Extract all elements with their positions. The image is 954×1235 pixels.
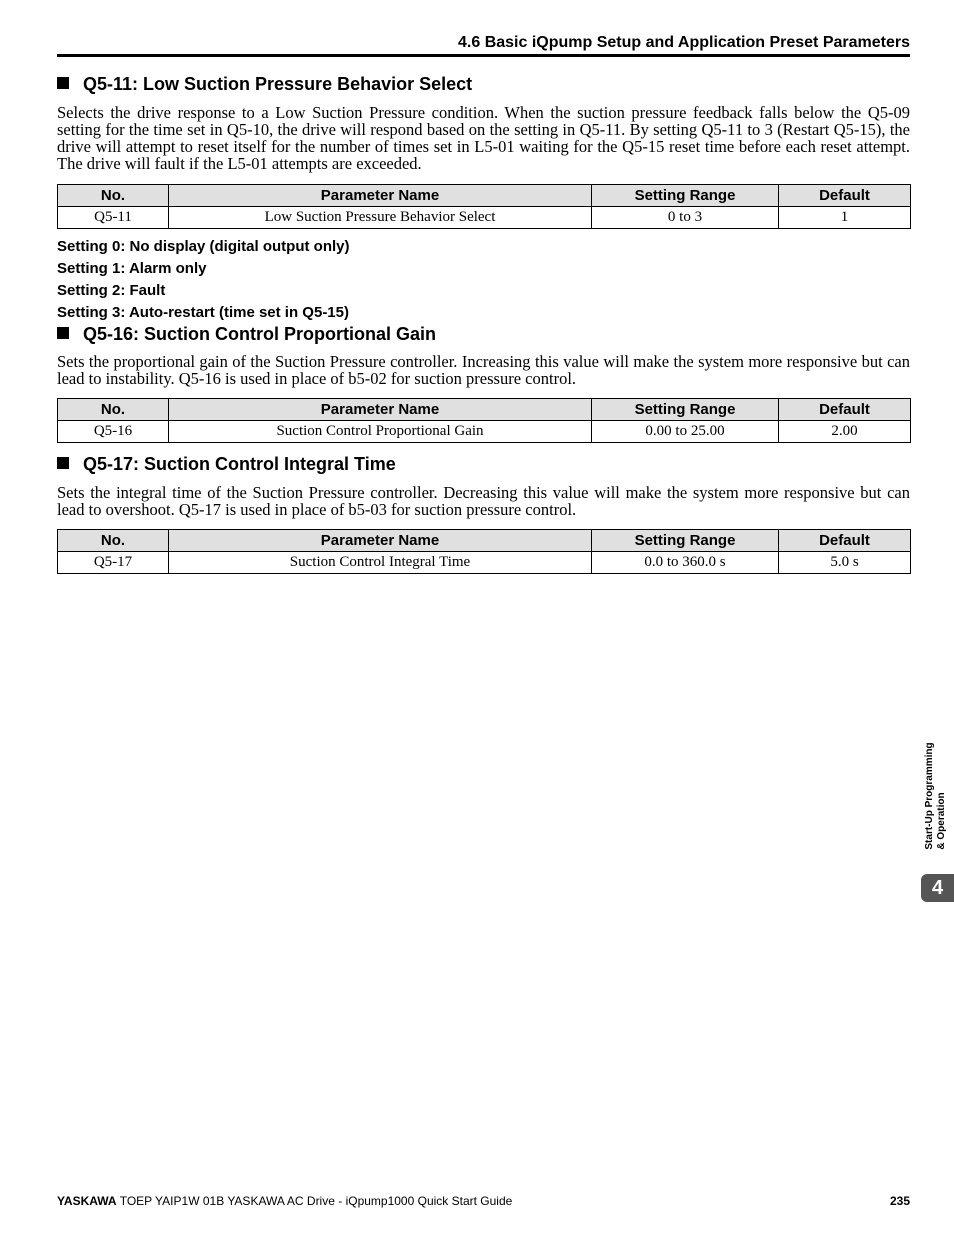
square-bullet-icon <box>57 327 69 339</box>
parameter-table-q5-17 <box>57 529 911 574</box>
section-heading-text: Q5-17: Suction Control Integral Time <box>83 454 396 474</box>
cell-parameter-name: Suction Control Proportional Gain <box>169 421 592 443</box>
table-row <box>58 552 911 574</box>
setting-3: Setting 3: Auto-restart (time set in Q5-15) <box>57 304 349 321</box>
square-bullet-icon <box>57 77 69 89</box>
square-bullet-icon <box>57 457 69 469</box>
cell-setting-range: 0 to 3 <box>592 207 779 229</box>
cell-setting-range: 0.00 to 25.00 <box>592 421 779 443</box>
cell-default: 5.0 s <box>779 552 911 574</box>
section-heading-q5-17 <box>57 453 910 475</box>
table-row <box>58 421 911 443</box>
table-header-row <box>58 399 911 421</box>
cell-no: Q5-16 <box>58 421 169 443</box>
cell-default: 1 <box>779 207 911 229</box>
setting-0: Setting 0: No display (digital output only) <box>57 238 350 255</box>
parameter-table-q5-11 <box>57 184 911 229</box>
header-no: No. <box>58 530 169 552</box>
setting-2: Setting 2: Fault <box>57 282 166 299</box>
side-label-line-1: Start-Up Programming <box>924 742 935 850</box>
page-number: 235 <box>889 1194 910 1208</box>
header-setting-range: Setting Range <box>592 399 779 421</box>
header-parameter-name: Parameter Name <box>169 185 592 207</box>
header-no: No. <box>58 185 169 207</box>
side-chapter-label <box>922 728 950 864</box>
table-header-row <box>58 530 911 552</box>
setting-1: Setting 1: Alarm only <box>57 260 207 277</box>
section-heading-text: Q5-11: Low Suction Pressure Behavior Select <box>83 74 473 94</box>
header-default: Default <box>779 530 911 552</box>
section-body-q5-11: Selects the drive response to a Low Suction Pressure condition. When the suction pressure feedback falls below the Q5-09 setting for the time set in Q5-10, the drive will respond based on the setting in Q5-11. By setting Q5-11 to 3 (Restart Q5-15), the drive will attempt to reset itself for the number of times set in L5-01 waiting for the Q5-15 reset time before each reset attempt. The drive will fault if the L5-01 attempts are exceeded. <box>57 103 910 173</box>
cell-no: Q5-11 <box>58 207 169 229</box>
header-parameter-name: Parameter Name <box>169 399 592 421</box>
header-setting-range: Setting Range <box>592 530 779 552</box>
cell-no: Q5-17 <box>58 552 169 574</box>
header-parameter-name: Parameter Name <box>169 530 592 552</box>
section-heading-q5-11 <box>57 73 910 95</box>
header-no: No. <box>58 399 169 421</box>
footer-brand: YASKAWA <box>57 1194 117 1208</box>
header-rule <box>57 54 910 57</box>
cell-setting-range: 0.0 to 360.0 s <box>592 552 779 574</box>
cell-parameter-name: Suction Control Integral Time <box>169 552 592 574</box>
table-header-row <box>58 185 911 207</box>
chapter-tab: 4 <box>921 874 954 902</box>
footer-doc-title: TOEP YAIP1W 01B YASKAWA AC Drive - iQpump1000 Quick Start Guide <box>119 1194 513 1208</box>
cell-default: 2.00 <box>779 421 911 443</box>
side-label-line-2: & Operation <box>936 792 947 850</box>
header-setting-range: Setting Range <box>592 185 779 207</box>
section-heading-q5-16 <box>57 323 910 345</box>
table-row <box>58 207 911 229</box>
header-default: Default <box>779 185 911 207</box>
parameter-table-q5-16 <box>57 398 911 443</box>
section-body-q5-16: Sets the proportional gain of the Suction Pressure controller. Increasing this value will make the system more responsive but can lead to instability. Q5-16 is used in place of b5-02 for suction pressure control. <box>57 352 910 388</box>
page-header-title: 4.6 Basic iQpump Setup and Application Preset Parameters <box>458 34 910 51</box>
cell-parameter-name: Low Suction Pressure Behavior Select <box>169 207 592 229</box>
header-default: Default <box>779 399 911 421</box>
section-body-q5-17: Sets the integral time of the Suction Pressure controller. Decreasing this value will make the system more responsive but can lead to overshoot. Q5-17 is used in place of b5-03 for suction pressure control. <box>57 483 910 519</box>
page-footer <box>57 1193 910 1209</box>
section-heading-text: Q5-16: Suction Control Proportional Gain <box>83 324 437 344</box>
